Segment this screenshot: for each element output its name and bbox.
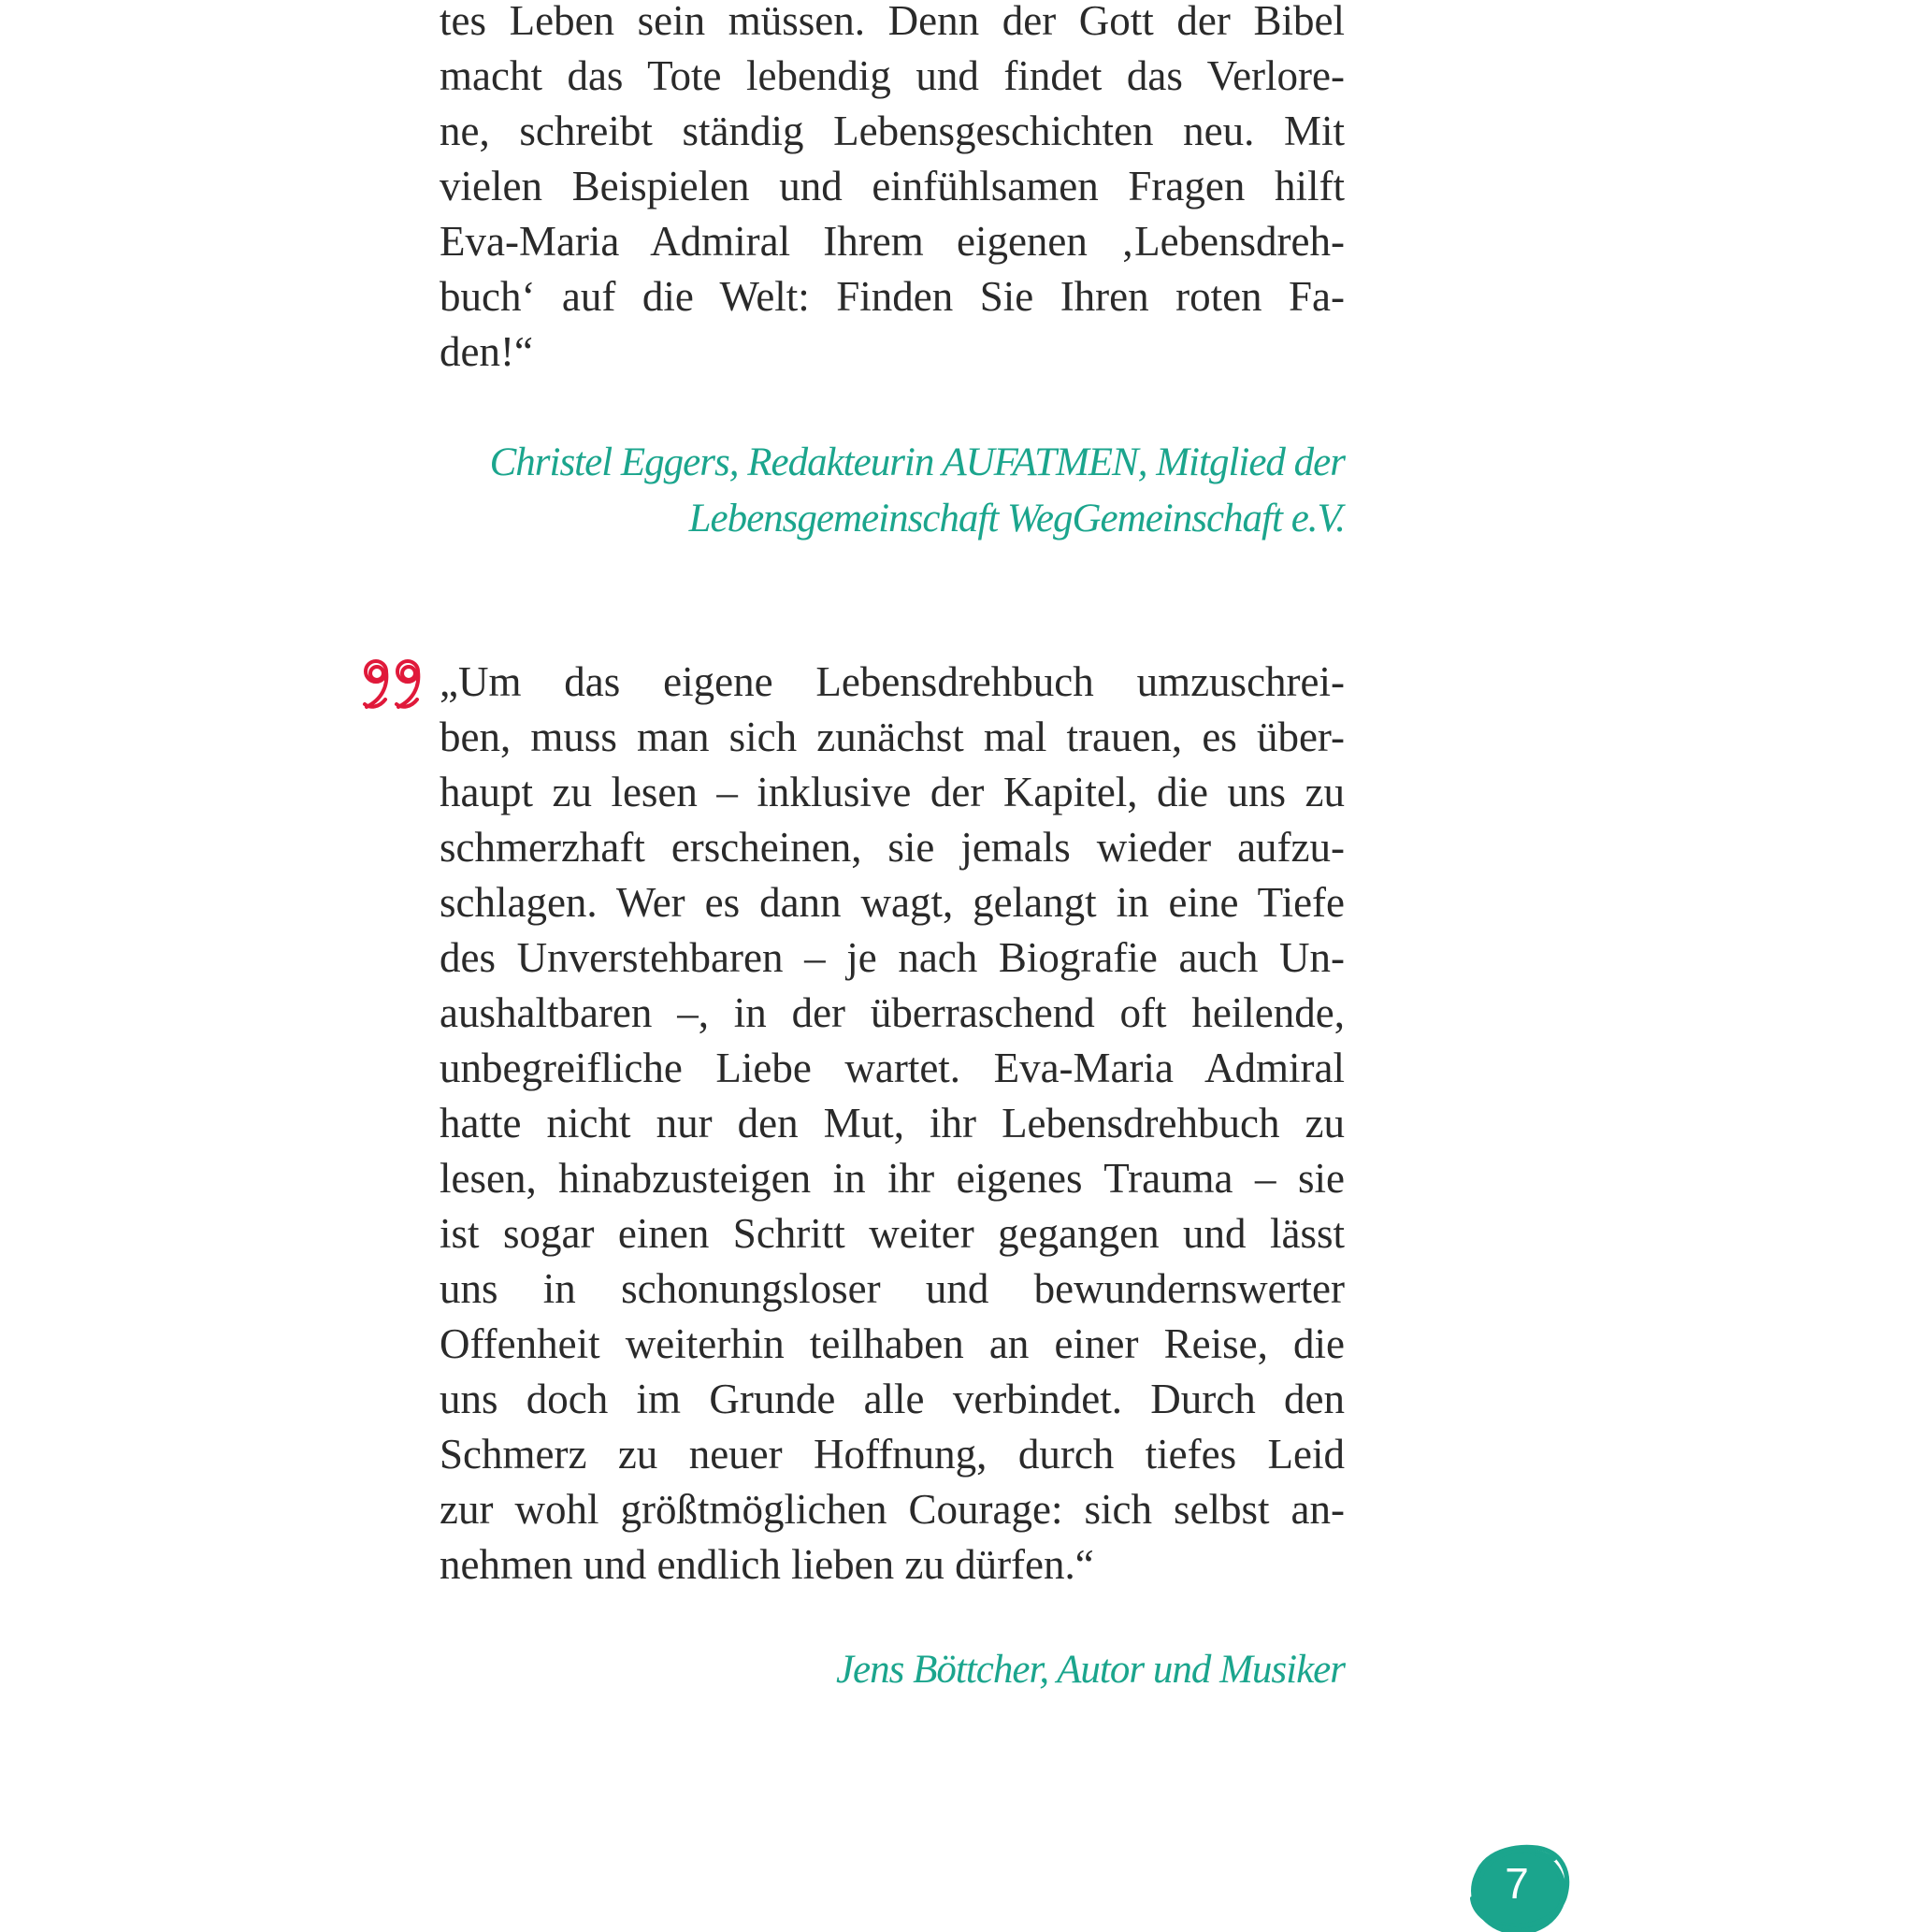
quote-text-2	[440, 655, 1345, 1593]
quote-1-line: macht das Tote lebendig und findet das Verlore-	[440, 52, 1345, 99]
quote-text-1	[440, 0, 1345, 380]
quote-1-line: buch‘ auf die Welt: Finden Sie Ihren roten Fa-	[440, 273, 1345, 320]
quote-2-line: „Um das eigene Lebensdrehbuch umzuschrei-	[440, 658, 1345, 705]
quote-2-line: schmerzhaft erscheinen, sie jemals wieder aufzu-	[440, 824, 1345, 871]
quote-2-line: zur wohl größtmöglichen Courage: sich selbst an-	[440, 1486, 1345, 1533]
quote-1-line: den!“	[440, 328, 533, 375]
quote-1-line: vielen Beispielen und einfühlsamen Fragen hilft	[440, 163, 1345, 209]
quote-2-line: schlagen. Wer es dann wagt, gelangt in eine Tiefe	[440, 879, 1345, 926]
quote-2-line: Offenheit weiterhin teilhaben an einer Reise, die	[440, 1320, 1345, 1367]
quote-2-line: haupt zu lesen – inklusive der Kapitel, die uns zu	[440, 769, 1345, 815]
quote-1-line: ne, schreibt ständig Lebensgeschichten neu. Mit	[440, 108, 1345, 154]
red-double-quote-icon	[357, 651, 432, 716]
quote-2-line: ist sogar einen Schritt weiter gegangen und lässt	[440, 1210, 1345, 1257]
quote-2-line: nehmen und endlich lieben zu dürfen.“	[440, 1541, 1094, 1588]
quote-2-line: hatte nicht nur den Mut, ihr Lebensdrehbuch zu	[440, 1100, 1345, 1146]
quote-2-line: uns in schonungsloser und bewundernswerter	[440, 1265, 1345, 1312]
page-number: 7	[1505, 1859, 1529, 1908]
quote-2-line: Schmerz zu neuer Hoffnung, durch tiefes Leid	[440, 1431, 1345, 1478]
attribution-2	[836, 1642, 1345, 1698]
quote-1-line: Eva-Maria Admiral Ihrem eigenen ‚Lebensdreh-	[440, 218, 1345, 265]
quote-2-line: lesen, hinabzusteigen in ihr eigenes Trauma – sie	[440, 1155, 1345, 1202]
attribution-1-line: Lebensgemeinschaft WegGemeinschaft e.V.	[688, 497, 1345, 541]
quote-1-line: tes Leben sein müssen. Denn der Gott der Bibel	[440, 0, 1345, 44]
attribution-1-line: Christel Eggers, Redakteurin AUFATMEN, Mitglied der	[489, 440, 1345, 484]
quote-2-line: ben, muss man sich zunächst mal trauen, es über-	[440, 714, 1345, 760]
quote-2-line: unbegreifliche Liebe wartet. Eva-Maria Admiral	[440, 1045, 1345, 1091]
attribution-2-line: Jens Böttcher, Autor und Musiker	[835, 1648, 1345, 1692]
quote-2-line: des Unverstehbaren – je nach Biografie auch Un-	[440, 934, 1345, 981]
attribution-1	[490, 435, 1345, 547]
quote-2-line: aushaltbaren –, in der überraschend oft heilende,	[440, 989, 1345, 1036]
quote-2-line: uns doch im Grunde alle verbindet. Durch den	[440, 1376, 1345, 1422]
